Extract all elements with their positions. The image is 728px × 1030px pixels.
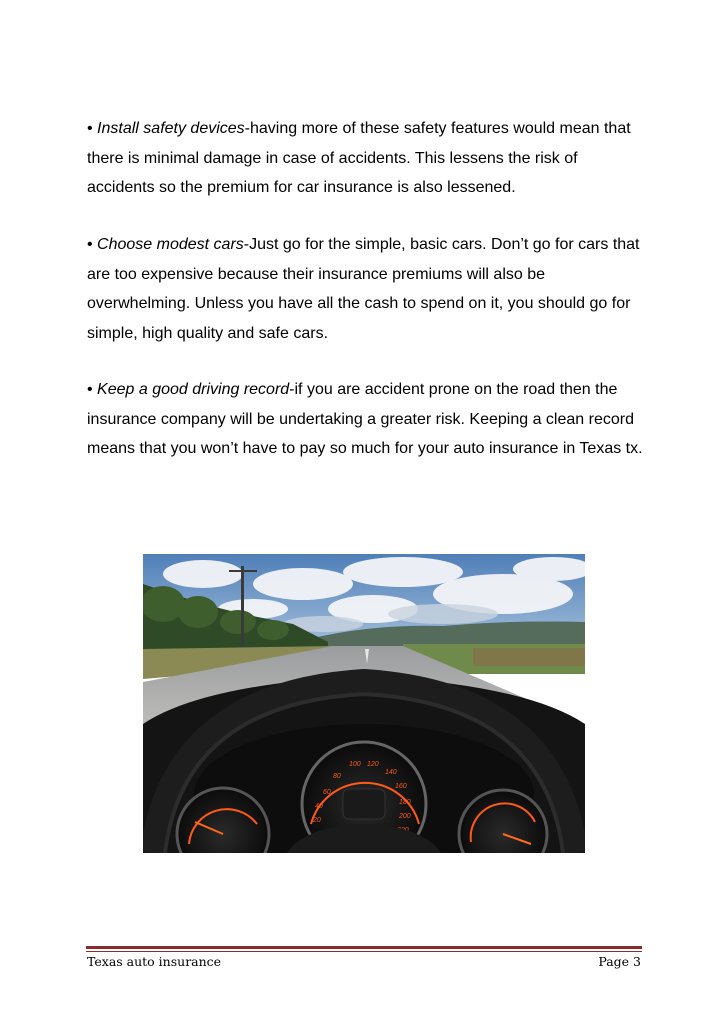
speed-mark: 180 <box>399 799 411 806</box>
speed-mark: 40 <box>315 803 323 810</box>
paragraph-modest-cars <box>87 230 647 348</box>
speed-mark: 60 <box>323 789 331 796</box>
bullet: • <box>87 120 98 137</box>
speed-mark: 100 <box>349 761 361 768</box>
paragraph-text: -having more of these safety features would mean that there is minimal damage in case of accidents. This lessens the risk of accidents so the premium for car insurance is also lessened. <box>87 120 631 196</box>
speed-mark: 140 <box>385 769 397 776</box>
footer-title: Texas auto insurance <box>87 954 222 969</box>
paragraph-text: -if you are accident prone on the road then the insurance company will be undertaking a greater risk. Keeping a clean record means that you won’t have to pay so much for your auto insurance in Texas tx. <box>87 381 643 457</box>
page-number: Page 3 <box>598 954 641 969</box>
speed-mark: 20 <box>313 817 321 824</box>
lead-phrase: Keep a good driving record <box>97 381 290 398</box>
bullet: • <box>87 236 98 253</box>
paragraph-text: -Just go for the simple, basic cars. Don’t go for cars that are too expensive because their insurance premiums will also be overwhelming. Unless you have all the cash to spend on it, you should go for simple, high quality and safe cars. <box>87 236 640 342</box>
speed-mark: 80 <box>333 773 341 780</box>
bullet: • <box>87 381 98 398</box>
speed-mark: 160 <box>395 783 407 790</box>
footer-rule <box>86 946 642 949</box>
footer-rule-thin <box>86 951 642 952</box>
speed-mark: 200 <box>399 813 411 820</box>
paragraph-driving-record <box>87 375 647 464</box>
speed-mark: 120 <box>367 761 379 768</box>
paragraph-safety-devices <box>87 114 647 203</box>
lead-phrase: Choose modest cars <box>97 236 244 253</box>
lead-phrase: Install safety devices <box>97 120 245 137</box>
dashboard-road-photo <box>143 554 585 853</box>
